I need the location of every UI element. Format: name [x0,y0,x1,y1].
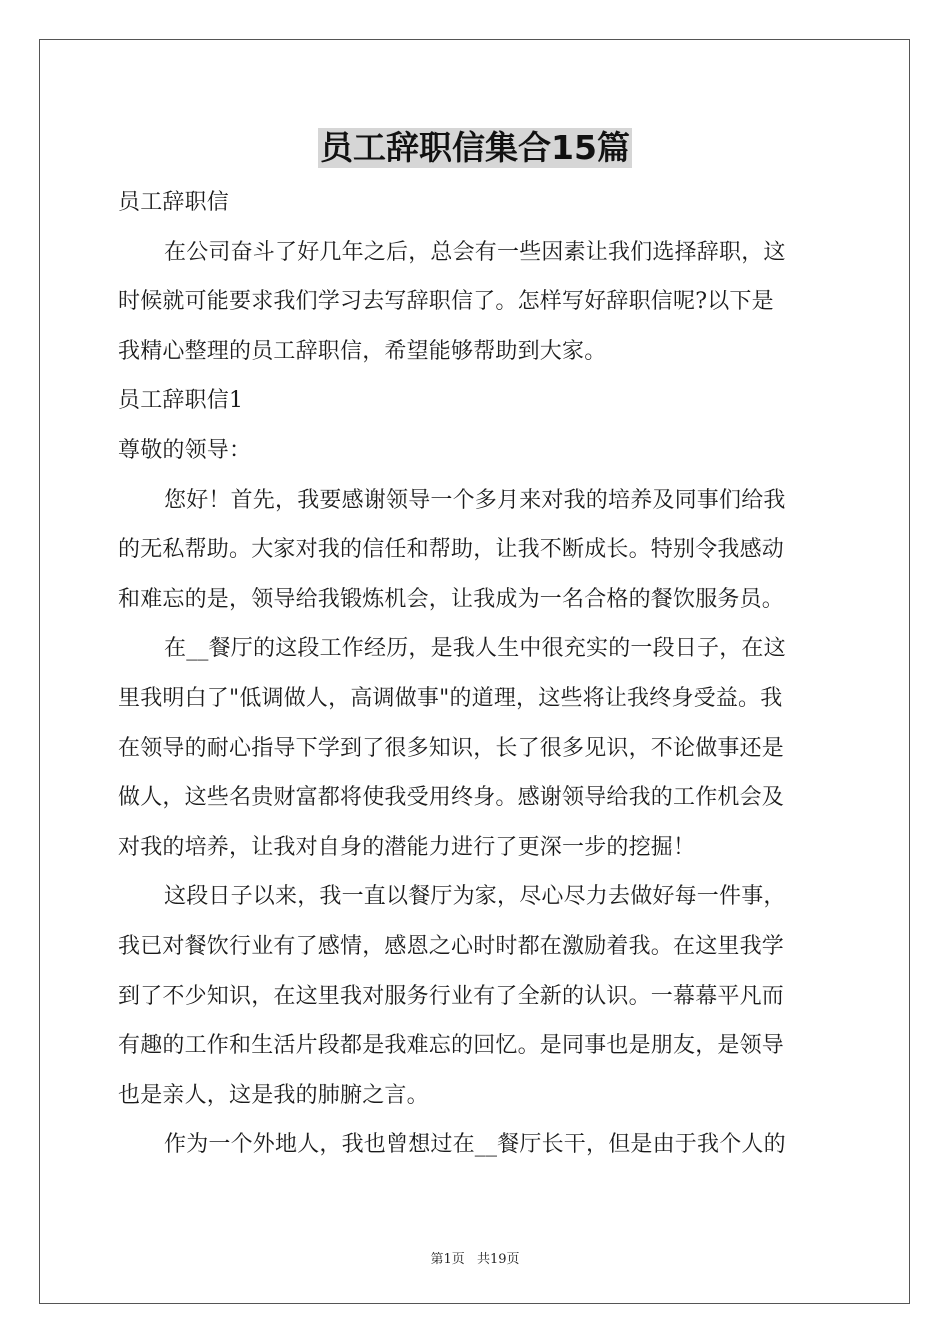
title-container [0,128,950,168]
text-line: 我精心整理的员工辞职信，希望能够帮助到大家。 [118,338,607,364]
text-line: 也是亲人，这是我的肺腑之言。 [118,1082,429,1108]
text-line: 有趣的工作和生活片段都是我难忘的回忆。是同事也是朋友，是领导 [118,1033,785,1059]
total-pages: 共19页 [476,1252,520,1267]
text-line: 这段日子以来，我一直以餐厅为家，尽心尽力去做好每一件事， [164,884,786,910]
text-line: 在公司奋斗了好几年之后，总会有一些因素让我们选择辞职，这 [164,239,786,265]
text-line: 到了不少知识，在这里我对服务行业有了全新的认识。一幕幕平凡而 [118,983,785,1009]
text-line: 我已对餐饮行业有了感情，感恩之心时时都在激励着我。在这里我学 [118,933,785,959]
document-body [118,178,834,1170]
text-line: 在__餐厅的这段工作经历，是我人生中很充实的一段日子，在这 [164,636,786,662]
text-line: 对我的培养，让我对自身的潜能力进行了更深一步的挖掘！ [118,834,696,860]
text-line: 的无私帮助。大家对我的信任和帮助，让我不断成长。特别令我感动 [118,537,785,563]
text-line: 尊敬的领导： [118,437,252,463]
text-line: 在领导的耐心指导下学到了很多知识，长了很多见识，不论做事还是 [118,735,785,761]
text-line: 里我明白了"低调做人，高调做事"的道理，这些将让我终身受益。我 [118,685,783,711]
text-line: 时候就可能要求我们学习去写辞职信了。怎样写好辞职信呢?以下是 [118,289,774,315]
text-line: 做人，这些名贵财富都将使我受用终身。感谢领导给我的工作机会及 [118,785,785,811]
text-line: 员工辞职信 [118,190,230,215]
page-footer [0,1248,950,1267]
text-line: 您好！首先，我要感谢领导一个多月来对我的培养及同事们给我 [164,487,786,513]
document-title: 员工辞职信集合15篇 [320,128,630,167]
text-line: 和难忘的是，领导给我锻炼机会，让我成为一名合格的餐饮服务员。 [118,586,785,612]
text-line: 员工辞职信1 [118,388,244,414]
text-line: 作为一个外地人，我也曾想过在__餐厅长干，但是由于我个人的 [164,1132,786,1158]
page-number: 第1页 [430,1252,465,1267]
